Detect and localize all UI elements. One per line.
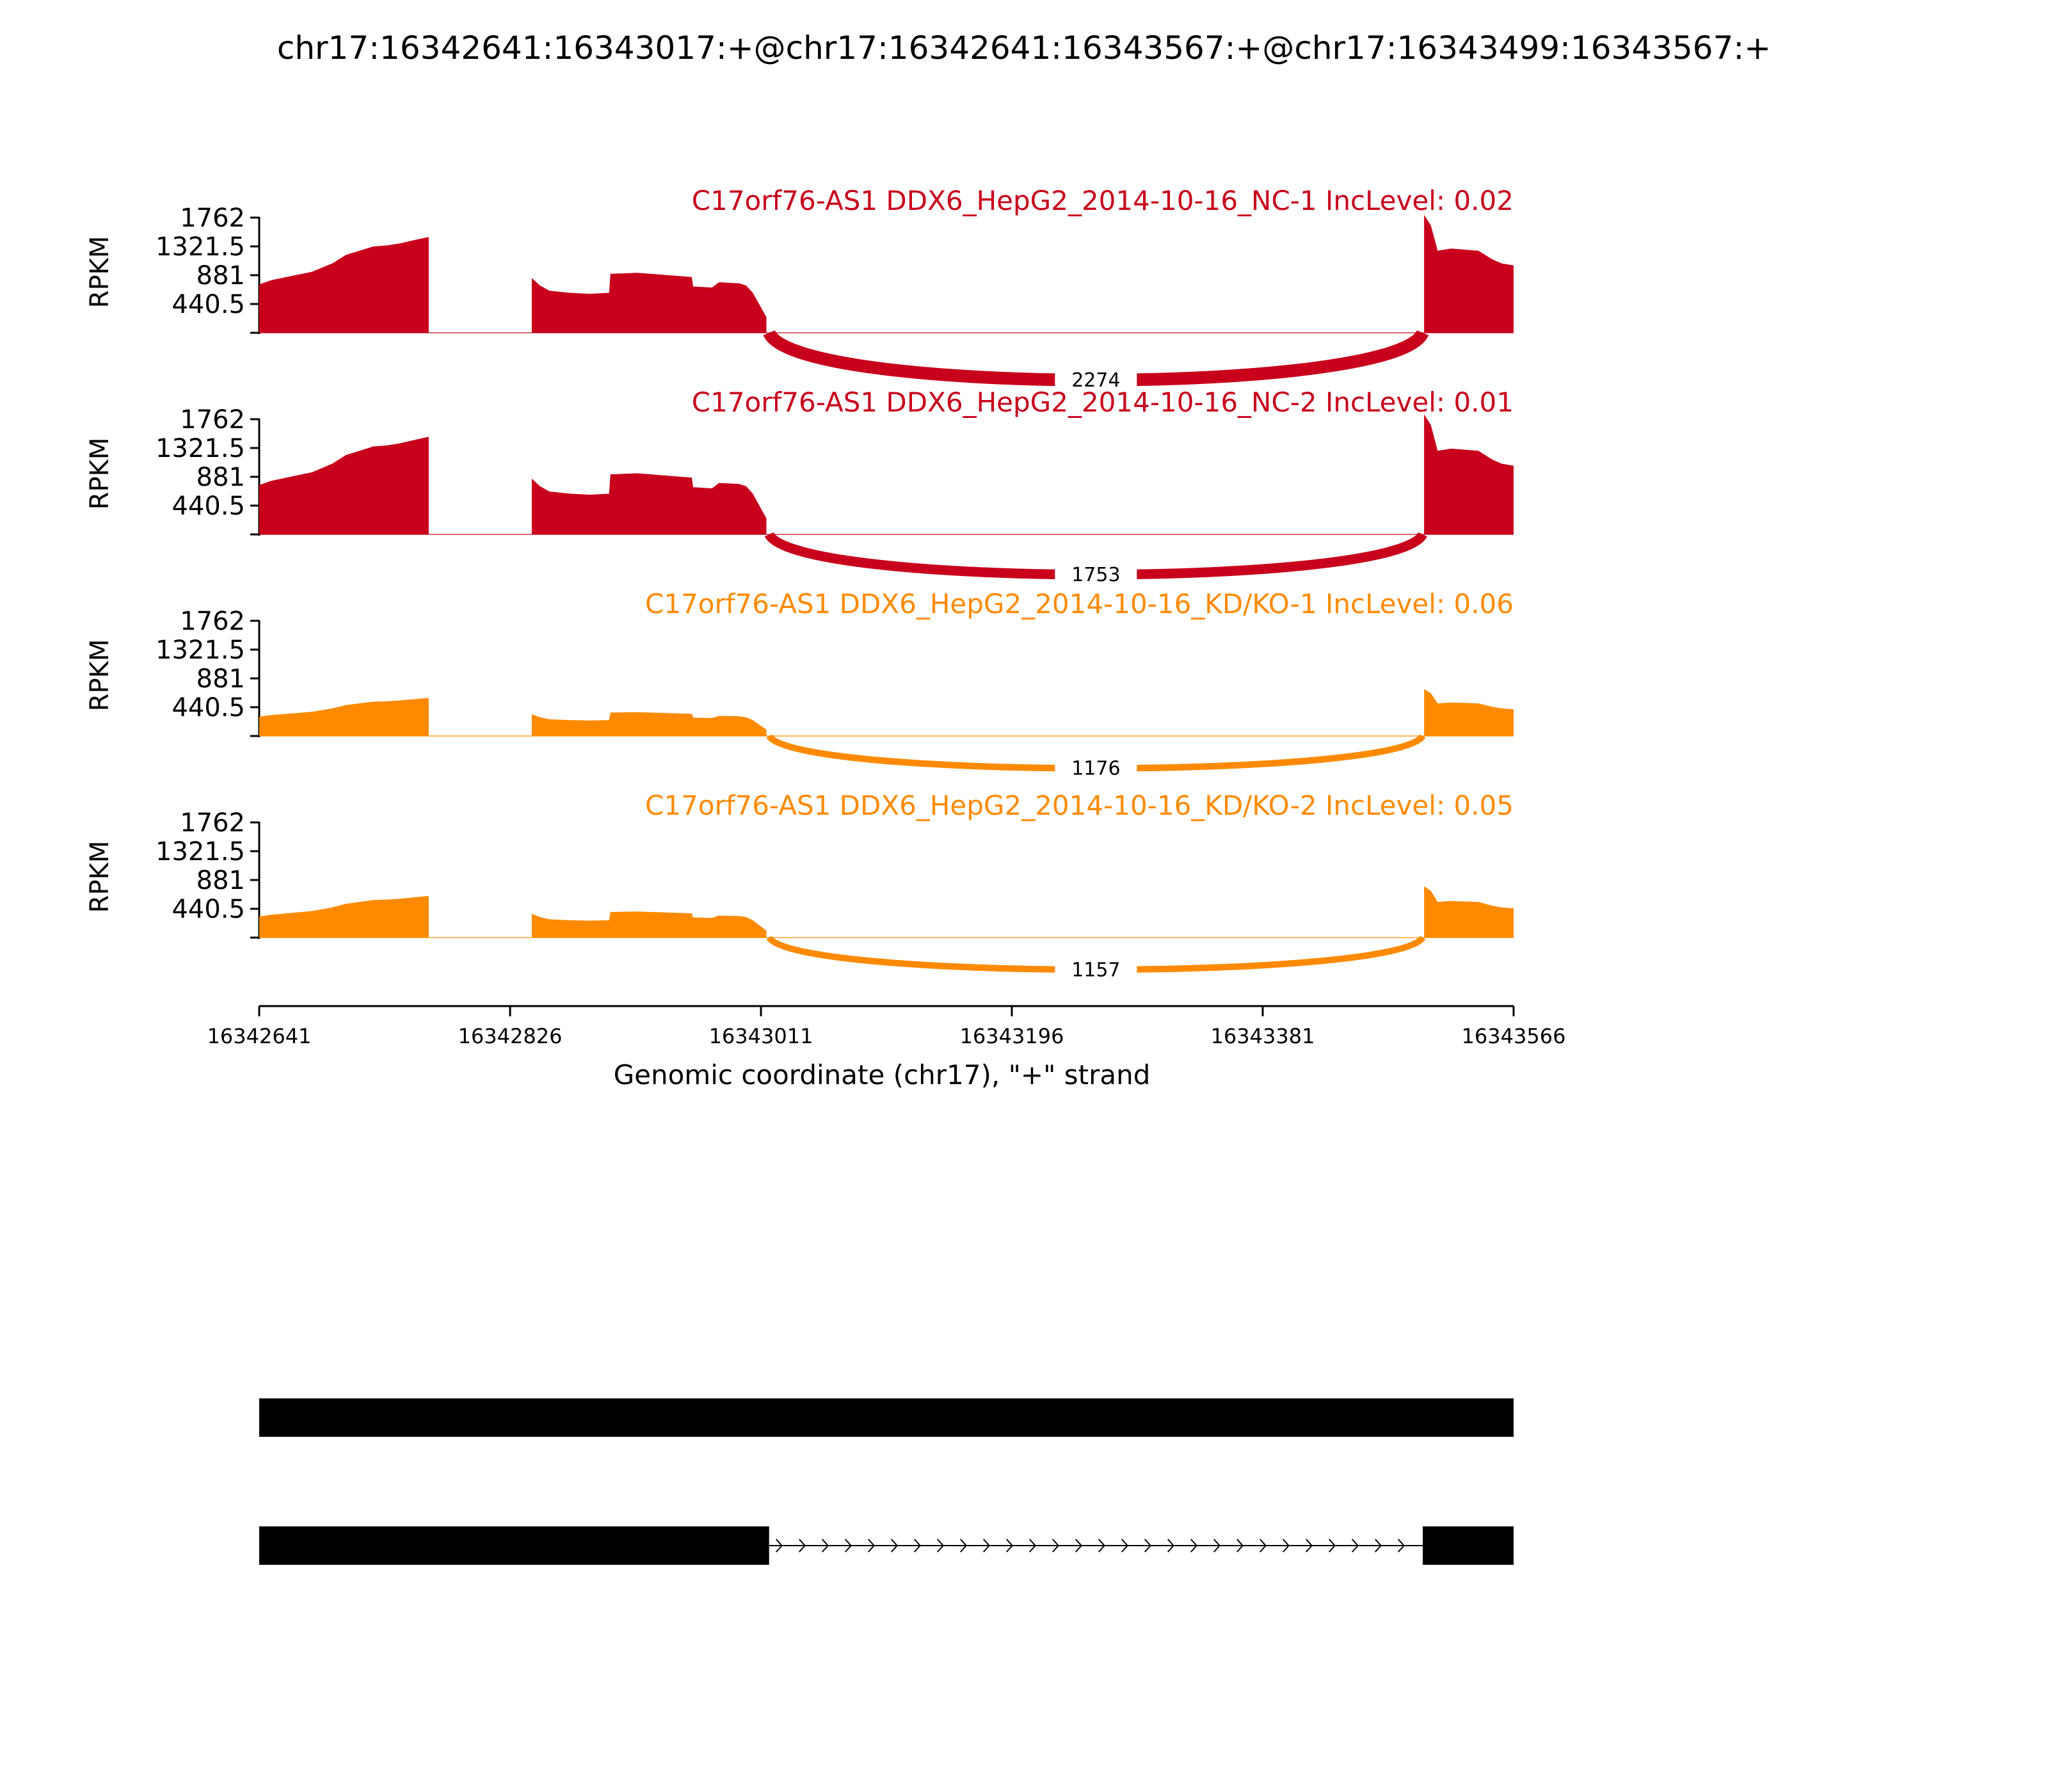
coverage-area-exon3 xyxy=(1424,215,1514,333)
coverage-area-exon2 xyxy=(532,712,767,736)
coverage-area-exon1 xyxy=(259,896,429,938)
coverage-area-exon1 xyxy=(259,698,429,736)
y-tick-label: 1321.5 xyxy=(156,434,245,463)
y-tick-label: 1762 xyxy=(180,808,245,838)
sample-label: C17orf76-AS1 DDX6_HepG2_2014-10-16_KD/KO-1 IncLevel: 0.06 xyxy=(645,588,1514,620)
y-tick-label: 440.5 xyxy=(172,693,245,723)
x-axis-label: Genomic coordinate (chr17), "+" strand xyxy=(613,1059,1151,1091)
coverage-area-exon3 xyxy=(1424,414,1514,534)
junction-count-label: 2274 xyxy=(1071,369,1121,392)
x-tick-label: 16342641 xyxy=(207,1024,312,1048)
x-axis xyxy=(207,1006,1566,1091)
x-tick-label: 16343196 xyxy=(959,1024,1064,1048)
y-axis-label: RPKM xyxy=(85,437,115,510)
y-tick-label: 1321.5 xyxy=(156,232,245,262)
isoform-1 xyxy=(259,1398,1514,1437)
y-tick-label: 1321.5 xyxy=(156,636,245,665)
y-axis-label: RPKM xyxy=(85,639,115,712)
y-tick-label: 881 xyxy=(196,866,245,895)
track-4 xyxy=(85,790,1514,981)
y-axis-label: RPKM xyxy=(85,840,115,913)
x-tick-label: 16342826 xyxy=(458,1024,563,1048)
y-tick-label: 440.5 xyxy=(172,492,245,521)
track-2 xyxy=(85,387,1514,586)
track-3 xyxy=(85,588,1514,780)
x-tick-label: 16343381 xyxy=(1210,1024,1315,1048)
isoform-2 xyxy=(259,1526,1514,1565)
coverage-area-exon3 xyxy=(1424,886,1514,938)
sample-label: C17orf76-AS1 DDX6_HepG2_2014-10-16_NC-1 IncLevel: 0.02 xyxy=(691,185,1514,216)
junction-count-label: 1753 xyxy=(1071,563,1121,586)
x-tick-label: 16343011 xyxy=(708,1024,813,1048)
coverage-area-exon3 xyxy=(1424,689,1514,736)
figure-title: chr17:16342641:16343017:+@chr17:16342641:16343567:+@chr17:16343499:16343567:+ xyxy=(276,29,1772,67)
coverage-area-exon2 xyxy=(532,911,767,938)
exon-block xyxy=(1423,1526,1514,1565)
y-tick-label: 881 xyxy=(196,261,245,291)
coverage-area-exon2 xyxy=(532,474,767,534)
exon-block xyxy=(259,1398,1514,1437)
y-tick-label: 881 xyxy=(196,463,245,492)
coverage-area-exon1 xyxy=(259,437,429,534)
coverage-area-exon2 xyxy=(532,273,767,333)
coverage-area-exon1 xyxy=(259,237,429,333)
sample-label: C17orf76-AS1 DDX6_HepG2_2014-10-16_NC-2 IncLevel: 0.01 xyxy=(691,387,1514,418)
y-tick-label: 1762 xyxy=(180,405,245,435)
sample-label: C17orf76-AS1 DDX6_HepG2_2014-10-16_KD/KO-2 IncLevel: 0.05 xyxy=(645,790,1514,821)
isoform-models xyxy=(259,1398,1514,1565)
y-axis-label: RPKM xyxy=(85,236,115,308)
track-1 xyxy=(85,185,1514,392)
junction-count-label: 1157 xyxy=(1071,959,1121,982)
y-tick-label: 1762 xyxy=(180,204,245,233)
y-tick-label: 440.5 xyxy=(172,290,245,319)
exon-block xyxy=(259,1526,769,1565)
y-tick-label: 1321.5 xyxy=(156,837,245,867)
y-tick-label: 1762 xyxy=(180,607,245,636)
y-tick-label: 440.5 xyxy=(172,895,245,924)
y-tick-label: 881 xyxy=(196,664,245,694)
coverage-tracks xyxy=(85,185,1514,981)
junction-count-label: 1176 xyxy=(1071,757,1121,780)
x-tick-label: 16343566 xyxy=(1461,1024,1566,1048)
